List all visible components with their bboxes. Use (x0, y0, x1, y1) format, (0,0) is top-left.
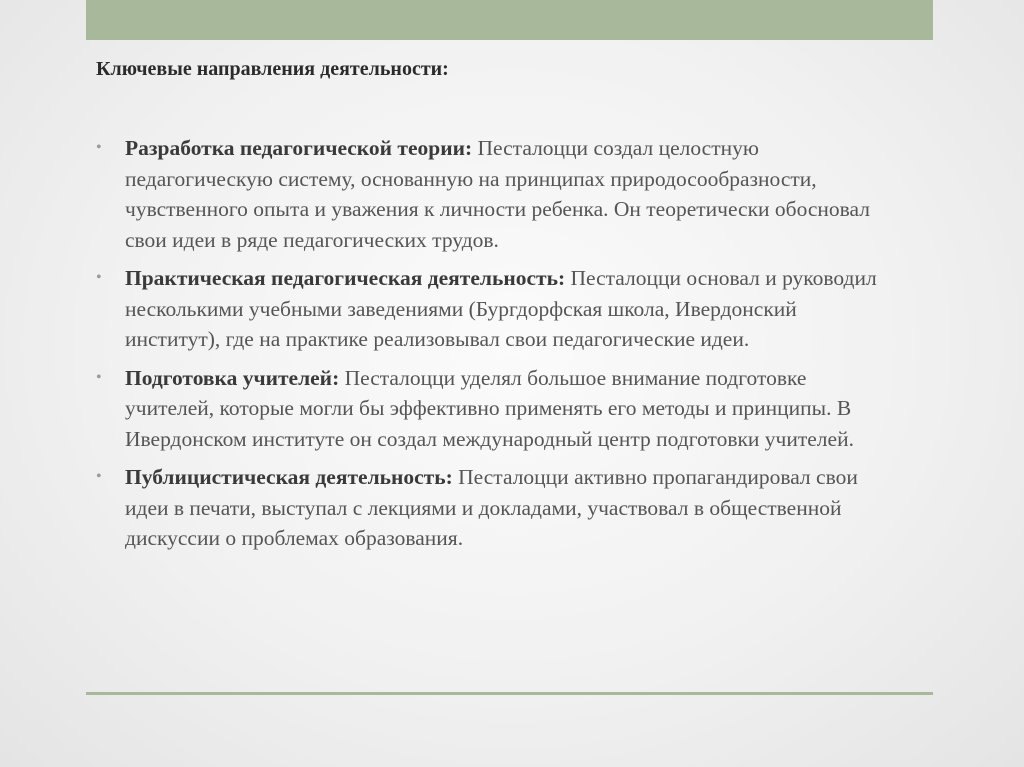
top-accent-bar (86, 0, 933, 40)
list-item (96, 263, 896, 355)
item-term: Подготовка учителей: (125, 365, 340, 390)
list-item (96, 462, 896, 554)
bottom-accent-rule (86, 692, 933, 695)
item-term: Практическая педагогическая деятельность: (125, 266, 566, 290)
item-term: Разработка педагогической теории: (125, 136, 473, 160)
item-term: Публицистическая деятельность: (125, 465, 453, 489)
list-item (96, 363, 896, 455)
item-text: Песталоцци создал целостную педагогическую систему, основанную на принципах природосообразности, чувственного опыта и уважения к личности ребенка. Он теоретически обосновал свои идеи в ряде педагогических трудов. (125, 136, 871, 252)
item-text: Песталоцци активно пропагандировал свои идеи в печати, выступал с лекциями и докладами, участвовал в общественной дискуссии о проблемах образования. (125, 465, 858, 550)
list-item (96, 133, 896, 255)
bullet-icon: • (96, 139, 102, 156)
directions-list (96, 133, 896, 562)
bullet-icon: • (96, 468, 102, 485)
slide-heading: Ключевые направления деятельности: (96, 58, 449, 80)
item-text: Песталоцци основал и руководил несколькими учебными заведениями (Бургдорфская школа, Ивердонский институт), где на практике реализовывал свои педагогические идеи. (125, 266, 877, 351)
item-text: Песталоцци уделял большое внимание подготовке учителей, которые могли бы эффективно применять его методы и принципы. В Ивердонском институте он создал международный центр подготовки учителей. (125, 365, 854, 451)
bullet-icon: • (96, 269, 102, 286)
bullet-icon: • (96, 368, 102, 386)
